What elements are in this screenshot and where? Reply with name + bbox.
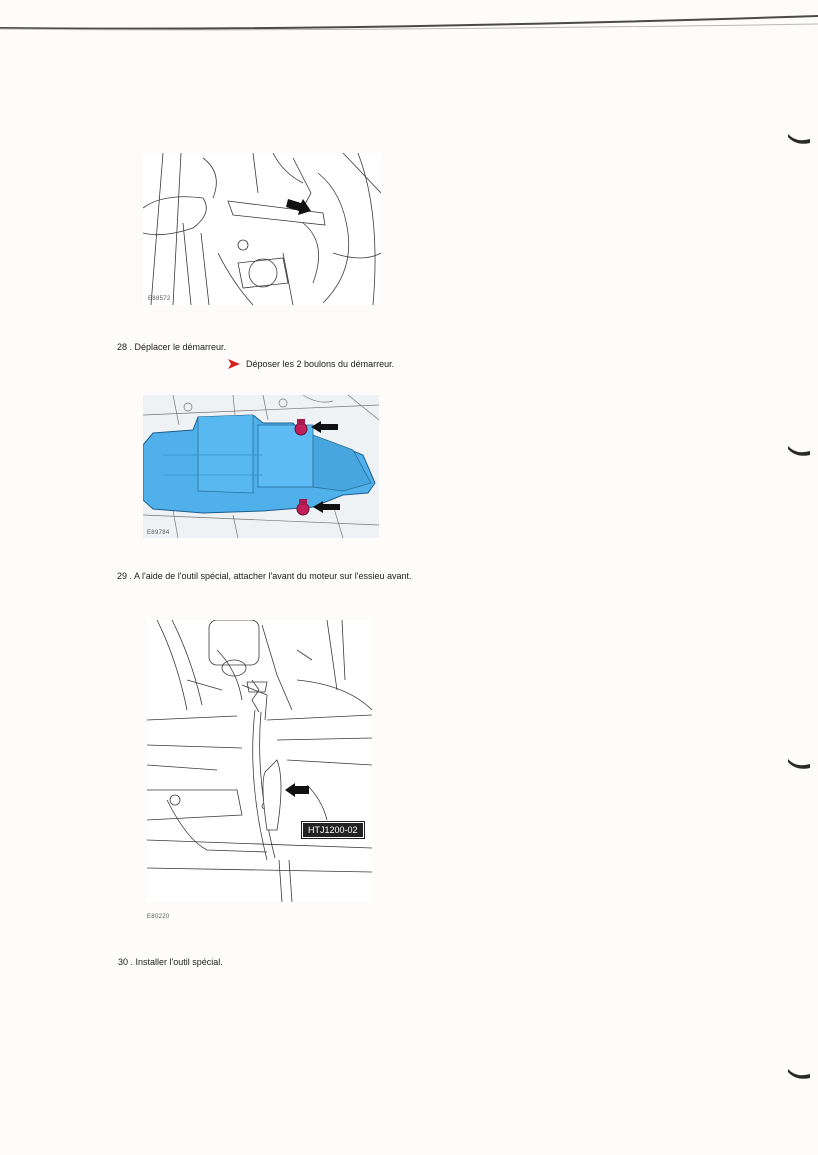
step-28-text: 28 . Déplacer le démarreur. xyxy=(117,342,227,352)
figure-3-line-art xyxy=(147,620,372,902)
binder-hole-mark-2 xyxy=(786,443,812,457)
figure-1-pointer-arrow xyxy=(286,199,311,215)
figure-3-pointer-arrow xyxy=(285,783,309,797)
step-29-text: 29 . A l'aide de l'outil spécial, attacher l'avant du moteur sur l'essieu avant. xyxy=(117,571,412,581)
special-tool-label: HTJ1200-02 xyxy=(302,822,364,838)
figure-2-code: E89784 xyxy=(147,530,170,536)
figure-2-starter-art xyxy=(143,395,379,538)
step-28-substep-text: Déposer les 2 boulons du démarreur. xyxy=(246,359,395,369)
figure-1-line-art xyxy=(143,153,381,305)
figure-1-code: E88572 xyxy=(148,296,171,302)
page-top-rule xyxy=(0,14,818,36)
binder-hole-mark-1 xyxy=(786,131,812,145)
figure-2 xyxy=(143,395,379,538)
step-28-substep xyxy=(228,359,394,369)
figure-3 xyxy=(147,620,372,902)
binder-hole-mark-4 xyxy=(786,1066,812,1080)
figure-1 xyxy=(143,153,381,305)
red-triangle-arrow-icon xyxy=(228,359,240,369)
starter-motor-body xyxy=(143,415,375,513)
binder-hole-mark-3 xyxy=(786,756,812,770)
step-30-text: 30 . Installer l'outil spécial. xyxy=(118,957,223,967)
figure-3-code: E80220 xyxy=(147,914,170,920)
